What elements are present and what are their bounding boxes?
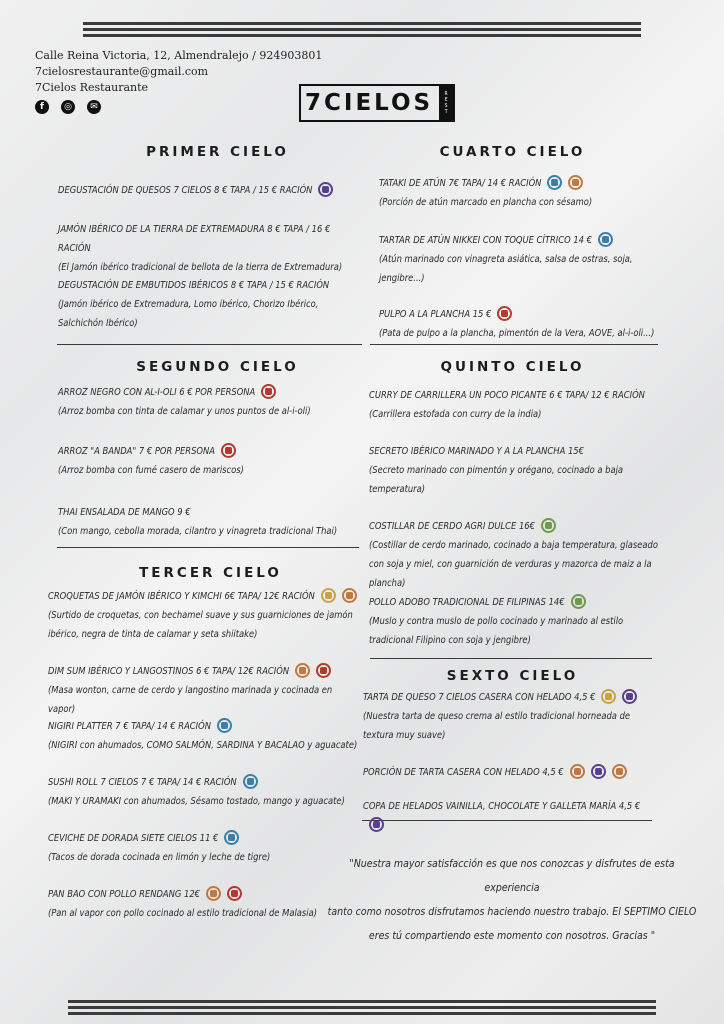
item-title bbox=[58, 383, 358, 402]
item-title bbox=[58, 442, 358, 461]
item-title-text: TARTA DE QUESO 7 CIELOS CASERA CON HELADO 4,5 € bbox=[363, 692, 596, 703]
menu-item-cuarto-2 bbox=[379, 231, 659, 288]
divider-quinto bbox=[370, 658, 652, 659]
item-title bbox=[369, 386, 659, 405]
item-title bbox=[58, 220, 348, 258]
menu-item-quinto-1 bbox=[369, 386, 659, 424]
logo-word: 7CIELOS bbox=[305, 90, 434, 116]
item-title-text: COPA DE HELADOS VAINILLA, CHOCOLATE Y GALLETA MARÍA 4,5 € bbox=[363, 801, 641, 812]
orange-allergen-icon bbox=[206, 886, 221, 901]
divider-cuarto bbox=[370, 344, 658, 345]
orange-allergen-icon bbox=[568, 175, 583, 190]
quote-line-1: "Nuestra mayor satisfacción es que nos conozcas y disfrutes de esta experiencia bbox=[349, 858, 675, 894]
item-title bbox=[48, 829, 358, 848]
item-title-text: TATAKI DE ATÚN 7€ TAPA/ 14 € RACIÓN bbox=[379, 178, 542, 189]
item-description: (Nuestra tarta de queso crema al estilo tradicional horneada de textura muy suave) bbox=[363, 711, 631, 741]
divider-segundo bbox=[57, 547, 359, 548]
menu-item-tercer-4 bbox=[48, 773, 358, 811]
item-description: (Masa wonton, carne de cerdo y langostino marinada y cocinada en vapor) bbox=[48, 685, 333, 715]
purple-allergen-icon bbox=[622, 689, 637, 704]
menu-item-segundo-1 bbox=[58, 383, 358, 421]
red-allergen-icon bbox=[316, 663, 331, 678]
item-title-text: NIGIRI PLATTER 7 € TAPA/ 14 € RACIÓN bbox=[48, 721, 211, 732]
heading-tercer-cielo: TERCER CIELO bbox=[139, 565, 282, 581]
item-description: (Jamón ibérico de Extremadura, Lomo ibérico, Chorizo Ibérico, Salchichón Ibérico) bbox=[58, 299, 319, 329]
red-allergen-icon bbox=[497, 306, 512, 321]
item-description: (Pata de pulpo a la plancha, pimentón de la Vera, AOVE, al-i-oli...) bbox=[379, 328, 655, 339]
item-title-text: DEGUSTACIÓN DE EMBUTIDOS IBÉRICOS 8 € TAPA / 15 € RACIÓN bbox=[58, 280, 330, 291]
item-title bbox=[379, 174, 659, 193]
item-title bbox=[369, 593, 659, 612]
item-title bbox=[379, 305, 659, 324]
item-title bbox=[48, 773, 358, 792]
purple-allergen-icon bbox=[591, 764, 606, 779]
menu-item-cuarto-1 bbox=[379, 174, 659, 212]
menu-item-segundo-2 bbox=[58, 442, 358, 480]
item-title-text: CURRY DE CARRILLERA UN POCO PICANTE 6 € TAPA/ 12 € RACIÓN bbox=[369, 390, 645, 401]
heading-sexto-cielo: SEXTO CIELO bbox=[446, 668, 579, 684]
divider-primer bbox=[57, 344, 362, 345]
menu-item-sexto-3 bbox=[363, 797, 653, 835]
gold-allergen-icon bbox=[601, 689, 616, 704]
menu-item-sexto-2 bbox=[363, 763, 653, 782]
heading-primer-cielo: PRIMER CIELO bbox=[146, 144, 289, 160]
quote-line-3: eres tú compartiendo este momento con nosotros. Gracias " bbox=[368, 930, 656, 942]
menu-item-primer-3 bbox=[58, 276, 348, 333]
menu-item-quinto-4 bbox=[369, 593, 659, 650]
purple-allergen-icon bbox=[369, 817, 384, 832]
menu-item-quinto-2 bbox=[369, 442, 659, 499]
orange-allergen-icon bbox=[295, 663, 310, 678]
item-title bbox=[369, 517, 659, 536]
menu-item-tercer-6 bbox=[48, 885, 358, 923]
orange-allergen-icon bbox=[342, 588, 357, 603]
bottom-stripes bbox=[68, 1000, 656, 1018]
green-allergen-icon bbox=[571, 594, 586, 609]
blue-allergen-icon bbox=[224, 830, 239, 845]
item-title-text: PULPO A LA PLANCHA 15 € bbox=[379, 309, 492, 320]
heading-segundo-cielo: SEGUNDO CIELO bbox=[136, 359, 299, 375]
item-description: (Carrillera estofada con curry de la india) bbox=[369, 409, 542, 420]
item-description: (Surtido de croquetas, con bechamel suave y sus guarniciones de jamón ibérico, negra de tinta de calamar y seta shiitake) bbox=[48, 610, 353, 640]
logo-side-text: R E S T bbox=[439, 86, 453, 120]
menu-item-tercer-2 bbox=[48, 662, 358, 719]
item-description: (Porción de atún marcado en plancha con sésamo) bbox=[379, 197, 593, 208]
item-title-text: ARROZ "A BANDA" 7 € POR PERSONA bbox=[58, 446, 215, 457]
item-title-text: DIM SUM IBÉRICO Y LANGOSTINOS 6 € TAPA/ 12€ RACIÓN bbox=[48, 666, 290, 677]
item-title-text: SECRETO IBÉRICO MARINADO Y A LA PLANCHA 15€ bbox=[369, 446, 584, 457]
item-title-text: SUSHI ROLL 7 CIELOS 7 € TAPA/ 14 € RACIÓN bbox=[48, 777, 237, 788]
facebook-icon[interactable]: f bbox=[35, 100, 49, 114]
heading-quinto-cielo: QUINTO CIELO bbox=[440, 359, 585, 375]
item-title bbox=[369, 442, 659, 461]
item-title bbox=[48, 587, 358, 606]
item-title bbox=[58, 276, 348, 295]
item-description: (Pan al vapor con pollo cocinado al estilo tradicional de Malasia) bbox=[48, 908, 317, 919]
menu-item-primer-1 bbox=[58, 181, 348, 200]
item-description: (Atún marinado con vinagreta asiática, salsa de ostras, soja, jengibre...) bbox=[379, 254, 633, 284]
item-description: (El Jamón ibérico tradicional de bellota de la tierra de Extremadura) bbox=[58, 262, 343, 273]
restaurant-name: 7Cielos Restaurante bbox=[35, 81, 149, 94]
red-allergen-icon bbox=[261, 384, 276, 399]
item-description: (Tacos de dorada cocinada en limón y leche de tigre) bbox=[48, 852, 271, 863]
menu-item-quinto-3 bbox=[369, 517, 659, 593]
item-description: (MAKI Y URAMAKI con ahumados, Sésamo tostado, mango y aguacate) bbox=[48, 796, 345, 807]
menu-item-segundo-3 bbox=[58, 503, 358, 541]
address: Calle Reina Victoria, 12, Almendralejo / 924903801 bbox=[35, 49, 323, 62]
item-title bbox=[48, 662, 358, 681]
item-description: (NIGIRI con ahumados, COMO SALMÓN, SARDINA Y BACALAO y aguacate) bbox=[48, 740, 358, 751]
item-title-text: THAI ENSALADA DE MANGO 9 € bbox=[58, 507, 191, 518]
item-title-text: COSTILLAR DE CERDO AGRI DULCE 16€ bbox=[369, 521, 535, 532]
item-title-text: PORCIÓN DE TARTA CASERA CON HELADO 4,5 € bbox=[363, 767, 564, 778]
purple-allergen-icon bbox=[318, 182, 333, 197]
item-title bbox=[363, 797, 653, 835]
item-title bbox=[363, 688, 653, 707]
blue-allergen-icon bbox=[598, 232, 613, 247]
red-allergen-icon bbox=[227, 886, 242, 901]
item-title-text: CEVICHE DE DORADA SIETE CIELOS 11 € bbox=[48, 833, 219, 844]
menu-item-tercer-3 bbox=[48, 717, 358, 755]
item-title bbox=[58, 181, 348, 200]
item-title bbox=[363, 763, 653, 782]
instagram-icon[interactable]: ◎ bbox=[61, 100, 75, 114]
item-description: (Arroz bomba con tinta de calamar y unos puntos de al-i-oli) bbox=[58, 406, 311, 417]
email-icon[interactable]: ✉ bbox=[87, 100, 101, 114]
social-links bbox=[35, 100, 101, 114]
blue-allergen-icon bbox=[243, 774, 258, 789]
blue-allergen-icon bbox=[217, 718, 232, 733]
item-title-text: PAN BAO CON POLLO RENDANG 12€ bbox=[48, 889, 201, 900]
green-allergen-icon bbox=[541, 518, 556, 533]
item-title-text: POLLO ADOBO TRADICIONAL DE FILIPINAS 14€ bbox=[369, 597, 565, 608]
item-title-text: TARTAR DE ATÚN NIKKEI CON TOQUE CÍTRICO 14 € bbox=[379, 235, 592, 246]
item-title bbox=[58, 503, 358, 522]
orange-allergen-icon bbox=[612, 764, 627, 779]
blue-allergen-icon bbox=[547, 175, 562, 190]
heading-cuarto-cielo: CUARTO CIELO bbox=[439, 144, 586, 160]
item-title bbox=[48, 885, 358, 904]
item-description: (Muslo y contra muslo de pollo cocinado y marinado al estilo tradicional Filipino con soja y jengibre) bbox=[369, 616, 624, 646]
item-title-text: JAMÓN IBÉRICO DE LA TIERRA DE EXTREMADURA 8 € TAPA / 16 € RACIÓN bbox=[58, 224, 331, 254]
closing-quote bbox=[326, 852, 698, 948]
menu-item-tercer-1 bbox=[48, 587, 358, 644]
item-title bbox=[379, 231, 659, 250]
item-description: (Arroz bomba con fumé casero de mariscos) bbox=[58, 465, 244, 476]
item-title-text: ARROZ NEGRO CON AL-I-OLI 6 € POR PERSONA bbox=[58, 387, 256, 398]
menu-item-cuarto-3 bbox=[379, 305, 659, 343]
item-title bbox=[48, 717, 358, 736]
item-title-text: DEGUSTACIÓN DE QUESOS 7 CIELOS 8 € TAPA / 15 € RACIÓN bbox=[58, 185, 313, 196]
item-description: (Con mango, cebolla morada, cilantro y vinagreta tradicional Thai) bbox=[58, 526, 338, 537]
quote-line-2: tanto como nosotros disfrutamos haciendo nuestro trabajo. El SEPTIMO CIELO bbox=[327, 906, 697, 918]
item-description: (Costillar de cerdo marinado, cocinado a baja temperatura, glaseado con soja y miel, con guarnición de verduras y mazorca de maiz a la plancha) bbox=[369, 540, 658, 589]
item-description: (Secreto marinado con pimentón y orégano, cocinado a baja temperatura) bbox=[369, 465, 624, 495]
red-allergen-icon bbox=[221, 443, 236, 458]
menu-item-primer-2 bbox=[58, 220, 348, 277]
gold-allergen-icon bbox=[321, 588, 336, 603]
orange-allergen-icon bbox=[570, 764, 585, 779]
menu-item-sexto-1 bbox=[363, 688, 653, 745]
contact-info bbox=[35, 48, 322, 96]
item-title-text: CROQUETAS DE JAMÓN IBÉRICO Y KIMCHI 6€ TAPA/ 12€ RACIÓN bbox=[48, 591, 315, 602]
menu-item-tercer-5 bbox=[48, 829, 358, 867]
logo bbox=[299, 84, 455, 122]
email[interactable]: 7cielosrestaurante@gmail.com bbox=[35, 65, 209, 78]
top-stripes bbox=[83, 22, 641, 40]
